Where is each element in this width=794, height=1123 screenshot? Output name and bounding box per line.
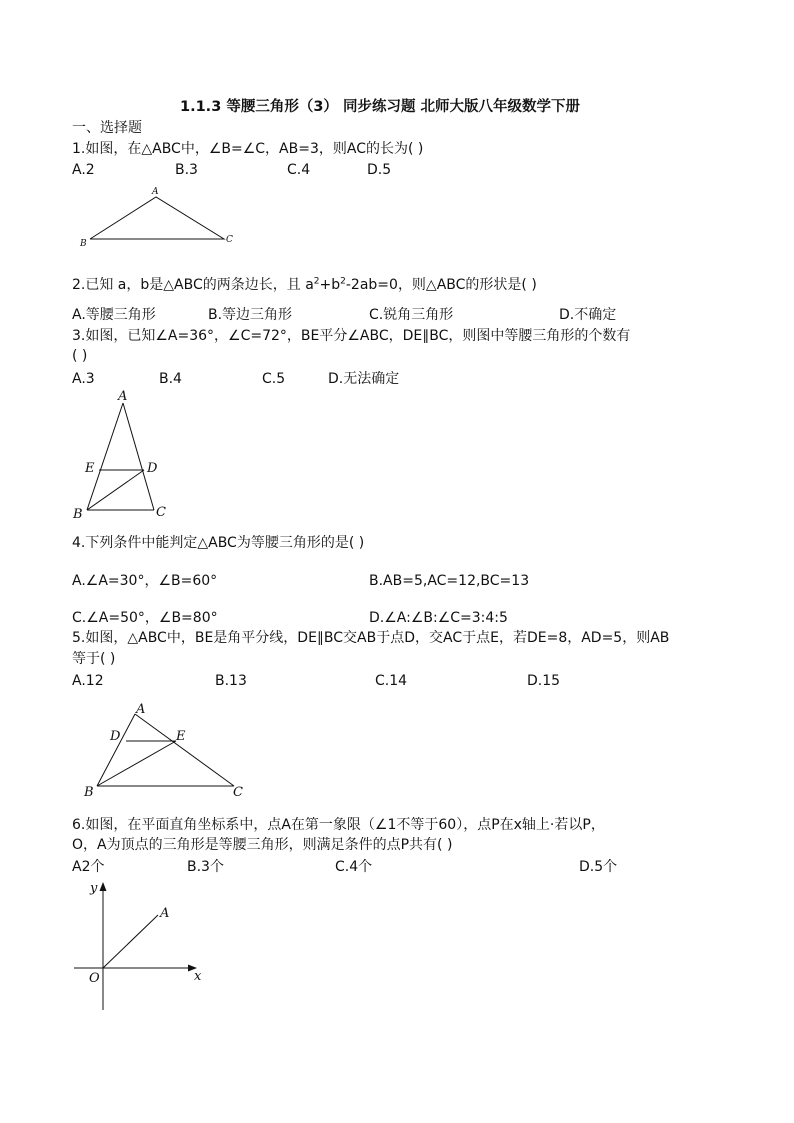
q5-stem-line2: 等于( )	[72, 651, 116, 667]
q5-label-c: C	[233, 785, 243, 800]
q6-coordinate-figure	[70, 878, 210, 1018]
q3-side-ab	[87, 403, 123, 510]
q2-exponent-1: 2	[313, 276, 320, 287]
q5-label-e: E	[176, 729, 186, 744]
q3-option-c: C.5	[262, 371, 286, 387]
q2-exponent-2: 2	[340, 276, 346, 287]
q2-option-c: C.锐角三角形	[369, 307, 454, 323]
q3-stem-line2: ( )	[72, 348, 88, 364]
q3-stem-line1: 3.如图，已知∠A=36°，∠C=72°，BE平分∠ABC，DE∥BC，则图中等腰三角形的个数有	[72, 328, 631, 344]
q3-label-d: D	[147, 461, 158, 476]
q5-stem-line1: 5.如图，△ABC中，BE是角平分线，DE∥BC交AB于点D，交AC于点E，若DE=8，AD=5，则AB	[72, 630, 670, 646]
q1-option-a: A.2	[72, 162, 95, 178]
q1-triangle-shape	[90, 197, 224, 239]
q6-stem-line1: 6.如图，在平面直角坐标系中，点A在第一象限（∠1不等于60），点P在x轴上·若以P，	[72, 817, 605, 833]
q1-option-d: D.5	[367, 162, 392, 178]
q3-label-e: E	[85, 461, 95, 476]
q6-option-a: A2个	[72, 859, 105, 875]
q5-label-a: A	[136, 702, 146, 717]
q4-option-b: B.AB=5,AC=12,BC=13	[369, 573, 530, 589]
q5-label-d: D	[110, 729, 121, 744]
q3-option-d: D.无法确定	[328, 371, 400, 387]
q2-stem-part3: -2ab=0，则△ABC的形状是( )	[345, 277, 537, 293]
q3-label-b: B	[73, 507, 83, 522]
q5-option-c: C.14	[375, 673, 408, 689]
q1-triangle-figure	[72, 183, 252, 251]
segment-oa	[103, 915, 158, 968]
page-title: 1.1.3 等腰三角形（3） 同步练习题 北师大版八年级数学下册	[180, 99, 581, 115]
q5-option-d: D.15	[527, 673, 561, 689]
q3-option-b: B.4	[159, 371, 182, 387]
q3-side-ac	[123, 403, 154, 510]
q4-option-c: C.∠A=50°，∠B=80°	[72, 610, 218, 626]
q5-option-a: A.12	[72, 673, 104, 689]
q5-label-b: B	[84, 785, 94, 800]
q5-option-b: B.13	[215, 673, 247, 689]
q5-triangle-figure	[80, 698, 255, 801]
q2-option-b: B.等边三角形	[208, 307, 293, 323]
q1-stem: 1.如图，在△ABC中，∠B=∠C，AB=3，则AC的长为( )	[72, 141, 424, 157]
y-axis-arrow	[100, 882, 107, 891]
q1-label-a: A	[152, 187, 159, 197]
q3-label-a: A	[118, 390, 128, 404]
q1-label-b: B	[80, 239, 87, 249]
q1-option-c: C.4	[287, 162, 311, 178]
q6-label-y: y	[90, 881, 98, 896]
q5-side-ac	[135, 714, 234, 786]
q4-option-a: A.∠A=30°，∠B=60°	[72, 573, 218, 589]
section-heading: 一、选择题	[72, 120, 142, 136]
q2-stem-part1: 2.已知 a，b是△ABC的两条边长，且 a	[72, 277, 314, 293]
q4-stem: 4.下列条件中能判定△ABC为等腰三角形的是( )	[72, 535, 365, 551]
q6-option-b: B.3个	[187, 859, 224, 875]
q2-option-d: D.不确定	[559, 307, 617, 323]
q3-triangle-figure	[70, 390, 180, 522]
q4-option-d: D.∠A:∠B:∠C=3:4:5	[369, 610, 508, 626]
q6-label-o: O	[89, 971, 100, 986]
q1-label-c: C	[226, 235, 233, 245]
q2-option-a: A.等腰三角形	[72, 307, 156, 323]
q6-label-x: x	[194, 969, 202, 984]
q3-label-c: C	[156, 505, 166, 520]
q3-segment-bd	[87, 470, 144, 510]
q6-option-c: C.4个	[335, 859, 373, 875]
q6-stem-line2: O，A为顶点的三角形是等腰三角形，则满足条件的点P共有( )	[72, 837, 453, 853]
q3-option-a: A.3	[72, 371, 95, 387]
q2-stem-part2: +b	[319, 277, 341, 293]
q1-option-b: B.3	[175, 162, 198, 178]
q6-label-a: A	[160, 906, 170, 921]
q6-option-d: D.5个	[579, 859, 618, 875]
q2-stem	[72, 276, 537, 294]
